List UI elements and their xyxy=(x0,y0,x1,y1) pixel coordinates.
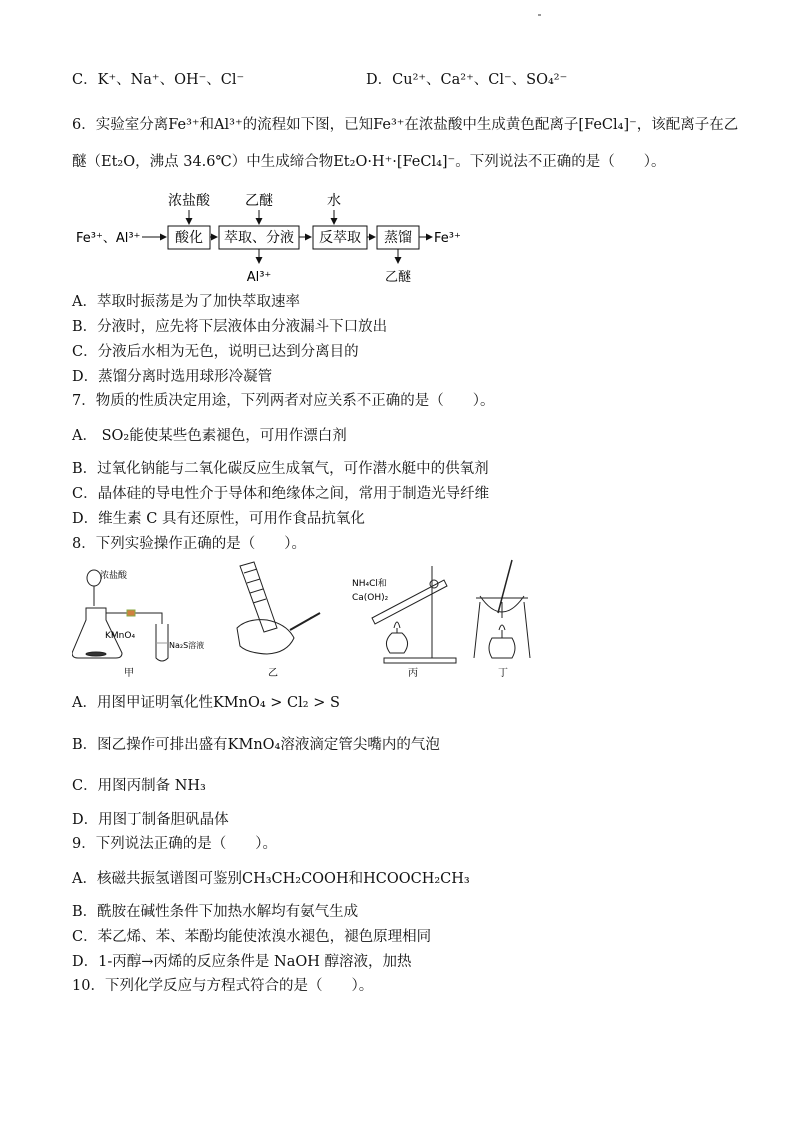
q8-stem: 8．下列实验操作正确的是（ ）。 xyxy=(72,536,306,552)
jia-caption: 甲 xyxy=(124,668,134,679)
flow-step-3: 反萃取 xyxy=(319,230,361,246)
q9-option-c: C．苯乙烯、苯、苯酚均能使浓溴水褪色，褪色原理相同 xyxy=(72,929,432,945)
apparatus-yi xyxy=(237,562,320,654)
q9-option-a: A．核磁共振氢谱图可鉴别CH₃CH₂COOH和HCOOCH₂CH₃ xyxy=(72,871,470,887)
q7-option-d: D．维生素 C 具有还原性，可用作食品抗氧化 xyxy=(72,511,365,527)
flow-reagent-1: 浓盐酸 xyxy=(168,193,210,209)
jia-kmno4-label: KMnO₄ xyxy=(105,631,136,641)
q6-option-d: D．蒸馏分离时选用球形冷凝管 xyxy=(72,369,273,385)
q10-stem: 10．下列化学反应与方程式符合的是（ ）。 xyxy=(72,978,374,994)
flow-end-label: Fe³⁺ xyxy=(434,231,461,246)
q9-stem: 9．下列说法正确的是（ ）。 xyxy=(72,836,277,852)
q6-option-a: A．萃取时振荡是为了加快萃取速率 xyxy=(72,294,300,310)
q6-stem-line2: 醚（Et₂O，沸点 34.6℃）中生成缔合物Et₂O·H⁺·[FeCl₄]⁻。下列说法不正确的是（ ）。 xyxy=(72,154,666,170)
q8-option-a: A．用图甲证明氧化性KMnO₄ > Cl₂ > S xyxy=(72,695,340,711)
bing-reagent-line2: Ca(OH)₂ xyxy=(352,593,389,603)
q7-option-a: A． SO₂能使某些色素褪色，可用作漂白剂 xyxy=(72,428,347,444)
q7-stem: 7．物质的性质决定用途，下列两者对应关系不正确的是（ ）。 xyxy=(72,393,495,409)
q8-option-c: C．用图丙制备 NH₃ xyxy=(72,778,206,794)
bing-caption: 丙 xyxy=(408,668,418,679)
jia-acid-label: 浓盐酸 xyxy=(100,571,128,581)
q7-option-b: B．过氧化钠能与二氧化碳反应生成氧气，可作潜水艇中的供氧剂 xyxy=(72,461,489,477)
q6-option-c: C．分液后水相为无色，说明已达到分离目的 xyxy=(72,344,359,360)
q5-option-c: C．K⁺、Na⁺、OH⁻、Cl⁻ xyxy=(72,72,245,88)
flow-output-1: Al³⁺ xyxy=(246,270,272,285)
q6-flow-diagram xyxy=(72,185,472,290)
jia-na2s-label: Na₂S溶液 xyxy=(169,641,205,650)
bing-reagent-line1: NH₄Cl和 xyxy=(352,579,387,589)
q8-option-d: D．用图丁制备胆矾晶体 xyxy=(72,812,229,828)
flow-step-4: 蒸馏 xyxy=(384,230,412,246)
q6-stem-line1: 6．实验室分离Fe³⁺和Al³⁺的流程如下图，已知Fe³⁺在浓盐酸中生成黄色配离子[FeCl₄]⁻，该配离子在乙 xyxy=(72,117,739,133)
q8-apparatus-figure xyxy=(72,558,542,683)
flow-step-2: 萃取、分液 xyxy=(224,230,294,246)
q8-option-b: B．图乙操作可排出盛有KMnO₄溶液滴定管尖嘴内的气泡 xyxy=(72,737,440,753)
apparatus-jia xyxy=(72,570,168,661)
yi-caption: 乙 xyxy=(268,668,278,679)
q7-option-c: C．晶体硅的导电性介于导体和绝缘体之间，常用于制造光导纤维 xyxy=(72,486,490,502)
ding-caption: 丁 xyxy=(498,668,508,679)
flow-start-label: Fe³⁺、Al³⁺ xyxy=(76,231,141,246)
flow-output-2: 乙醚 xyxy=(384,270,412,285)
page-mark xyxy=(538,14,541,16)
q5-option-d: D．Cu²⁺、Ca²⁺、Cl⁻、SO₄²⁻ xyxy=(366,72,568,88)
q9-option-b: B．酰胺在碱性条件下加热水解均有氨气生成 xyxy=(72,904,359,920)
flow-step-1: 酸化 xyxy=(175,230,203,246)
apparatus-ding xyxy=(474,560,530,658)
flow-reagent-2: 乙醚 xyxy=(245,193,273,209)
flow-reagent-3: 水 xyxy=(327,193,341,209)
q6-option-b: B．分液时，应先将下层液体由分液漏斗下口放出 xyxy=(72,319,388,335)
q9-option-d: D．1-丙醇→丙烯的反应条件是 NaOH 醇溶液，加热 xyxy=(72,954,412,970)
